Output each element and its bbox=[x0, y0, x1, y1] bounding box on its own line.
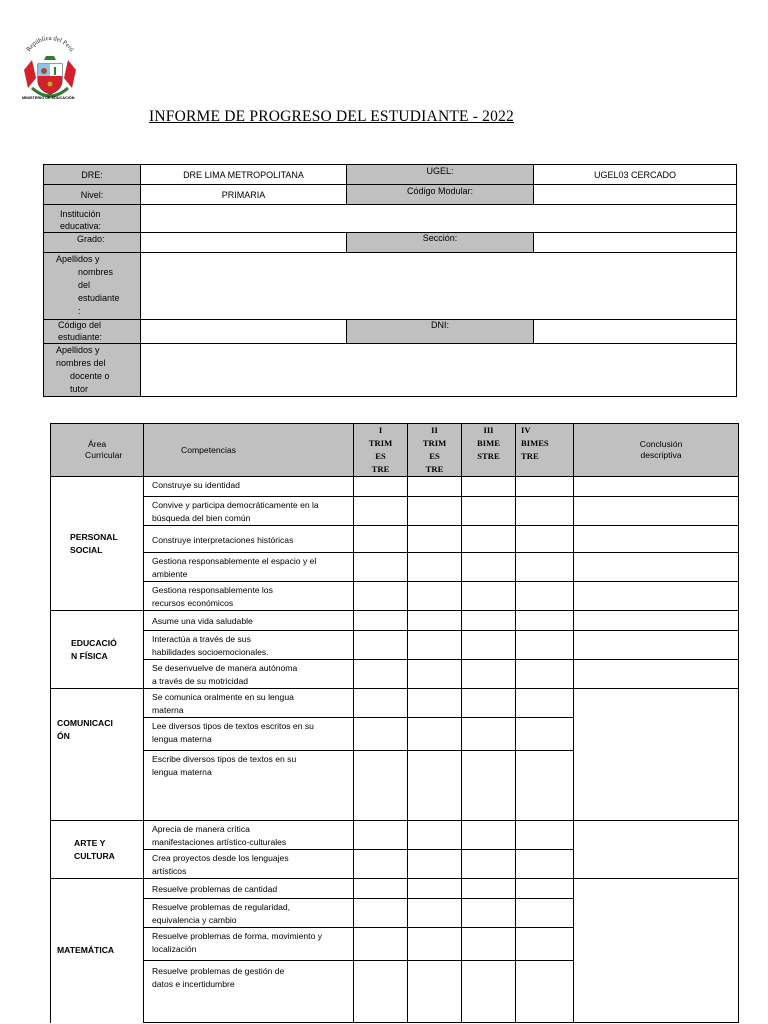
grade-cell[interactable] bbox=[462, 961, 516, 1023]
grade-cell[interactable] bbox=[354, 928, 408, 961]
docente-field[interactable] bbox=[141, 344, 737, 397]
competencia-line: ambiente bbox=[152, 569, 188, 579]
header-trimestre-1 bbox=[354, 424, 408, 477]
logo-caption: MINISTERIO DE EDUCACIÓN bbox=[22, 96, 75, 100]
competencia bbox=[144, 497, 354, 526]
header-line: TRIM bbox=[422, 438, 447, 448]
competencia-line: Convive y participa democráticamente en la bbox=[152, 500, 319, 510]
grade-cell[interactable] bbox=[516, 582, 574, 611]
competencia bbox=[144, 928, 354, 961]
competencia-line: Escribe diversos tipos de textos en su bbox=[152, 754, 297, 764]
seccion-label: Sección: bbox=[347, 233, 534, 253]
grade-cell[interactable] bbox=[354, 899, 408, 928]
header-bimestre-3 bbox=[462, 424, 516, 477]
competencia-line: habilidades socioemocionales. bbox=[152, 647, 269, 657]
competencia bbox=[144, 631, 354, 660]
codigo-estudiante-label bbox=[44, 320, 141, 344]
competencia-line: Crea proyectos desde los lenguajes bbox=[152, 853, 289, 863]
grado-label: Grado: bbox=[44, 233, 141, 253]
competencia-line: materna bbox=[152, 705, 184, 715]
header-line: II bbox=[431, 425, 438, 435]
peru-coat-of-arms-icon bbox=[18, 30, 82, 104]
competencia bbox=[144, 899, 354, 928]
area-name-line: ÓN bbox=[57, 731, 70, 741]
grade-cell[interactable] bbox=[516, 611, 574, 631]
grade-cell[interactable] bbox=[516, 928, 574, 961]
grade-cell[interactable] bbox=[408, 751, 462, 821]
grade-cell[interactable] bbox=[462, 718, 516, 751]
codigo-estudiante-label-line: estudiante: bbox=[58, 331, 103, 342]
competencia bbox=[144, 477, 354, 497]
competencia bbox=[144, 526, 354, 553]
competencia-line: Asume una vida saludable bbox=[152, 616, 253, 626]
competencia bbox=[144, 553, 354, 582]
header-line: III bbox=[483, 425, 494, 435]
area-name-line: SOCIAL bbox=[70, 544, 103, 555]
grade-cell[interactable] bbox=[462, 526, 516, 553]
grade-cell[interactable] bbox=[516, 899, 574, 928]
docente-label-line: nombres del bbox=[56, 358, 106, 368]
competencia bbox=[144, 611, 354, 631]
competencia-line: Resuelve problemas de gestión de bbox=[152, 966, 285, 976]
grade-cell[interactable] bbox=[354, 850, 408, 879]
header-line: STRE bbox=[477, 451, 500, 461]
competencia bbox=[144, 751, 354, 821]
header-competencias: Competencias bbox=[144, 424, 354, 477]
conclusion-cell[interactable] bbox=[574, 477, 739, 497]
header-conclusion bbox=[574, 424, 739, 477]
competencia-line: datos e incertidumbre bbox=[152, 979, 235, 989]
competencia-line: Construye su identidad bbox=[152, 480, 240, 490]
grade-cell[interactable] bbox=[462, 879, 516, 899]
svg-text:República del Perú: República del Perú bbox=[25, 34, 75, 53]
header-area-line: Curricular bbox=[85, 450, 123, 460]
grade-cell[interactable] bbox=[516, 718, 574, 751]
grado-field[interactable] bbox=[141, 233, 347, 253]
header-line: TRIM bbox=[368, 438, 393, 448]
header-line: Conclusión bbox=[639, 439, 683, 449]
grade-cell[interactable] bbox=[516, 961, 574, 1023]
area-name-line: CULTURA bbox=[74, 850, 115, 861]
grade-cell[interactable] bbox=[408, 497, 462, 526]
area-name-line: EDUCACIÓ bbox=[71, 637, 117, 648]
docente-label bbox=[44, 344, 141, 397]
dni-label: DNI: bbox=[347, 320, 534, 344]
grade-cell[interactable] bbox=[516, 660, 574, 689]
grade-cell[interactable] bbox=[408, 718, 462, 751]
competencia bbox=[144, 961, 354, 1023]
competencia-line: Interactúa a través de sus bbox=[152, 634, 251, 644]
estudiante-label-line: : bbox=[78, 306, 81, 316]
conclusion-cell[interactable] bbox=[574, 553, 739, 582]
grade-cell[interactable] bbox=[462, 689, 516, 718]
competencia-line: Resuelve problemas de regularidad, bbox=[152, 902, 291, 912]
docente-label-line: docente o bbox=[70, 371, 110, 381]
dni-field[interactable] bbox=[534, 320, 737, 344]
grade-cell[interactable] bbox=[354, 497, 408, 526]
grade-cell[interactable] bbox=[462, 631, 516, 660]
grade-cell[interactable] bbox=[354, 689, 408, 718]
grade-cell[interactable] bbox=[516, 631, 574, 660]
header-line: BIMES bbox=[521, 438, 549, 448]
header-trimestre-2 bbox=[408, 424, 462, 477]
conclusion-cell[interactable] bbox=[574, 497, 739, 526]
conclusion-cell[interactable] bbox=[574, 821, 739, 879]
competencia bbox=[144, 660, 354, 689]
student-info-table bbox=[43, 164, 737, 397]
grade-cell[interactable] bbox=[462, 497, 516, 526]
estudiante-label bbox=[44, 253, 141, 320]
codigo-modular-label: Código Modular: bbox=[347, 185, 534, 205]
header-bimestre-4 bbox=[516, 424, 574, 477]
competencia-line: Lee diversos tipos de textos escritos en su bbox=[152, 721, 314, 731]
docente-label-line: tutor bbox=[70, 384, 89, 394]
competencia-line: Aprecia de manera crítica bbox=[152, 824, 250, 834]
grades-table bbox=[50, 423, 739, 1023]
grade-cell[interactable] bbox=[516, 526, 574, 553]
estudiante-label-line: del bbox=[78, 280, 91, 290]
grade-cell[interactable] bbox=[354, 611, 408, 631]
institucion-label bbox=[44, 205, 141, 233]
grade-cell[interactable] bbox=[354, 526, 408, 553]
header-line: I bbox=[378, 425, 383, 435]
competencia-line: Se comunica oralmente en su lengua bbox=[152, 692, 294, 702]
header-line: ES bbox=[375, 451, 386, 461]
grade-cell[interactable] bbox=[408, 850, 462, 879]
competencia-line: lengua materna bbox=[152, 734, 212, 744]
grade-cell[interactable] bbox=[354, 553, 408, 582]
estudiante-field[interactable] bbox=[141, 253, 737, 320]
dre-value: DRE LIMA METROPOLITANA bbox=[141, 165, 347, 185]
competencia-line: equivalencia y cambio bbox=[152, 915, 237, 925]
grade-cell[interactable] bbox=[516, 879, 574, 899]
docente-label-line: Apellidos y bbox=[56, 345, 100, 355]
grade-cell[interactable] bbox=[408, 899, 462, 928]
grade-cell[interactable] bbox=[354, 631, 408, 660]
grade-cell[interactable] bbox=[462, 477, 516, 497]
grade-cell[interactable] bbox=[408, 660, 462, 689]
header-line: BIME bbox=[477, 438, 500, 448]
grade-cell[interactable] bbox=[354, 582, 408, 611]
grade-cell[interactable] bbox=[462, 553, 516, 582]
header-line: TRE bbox=[521, 451, 539, 461]
conclusion-cell[interactable] bbox=[574, 526, 739, 553]
competencia-line: artísticos bbox=[152, 866, 187, 876]
grade-cell[interactable] bbox=[516, 689, 574, 718]
competencia bbox=[144, 582, 354, 611]
header-line: descriptiva bbox=[640, 450, 682, 460]
grade-cell[interactable] bbox=[354, 718, 408, 751]
area-matematica bbox=[51, 879, 144, 1023]
competencia-line: localización bbox=[152, 944, 197, 954]
area-educacion-fisica bbox=[51, 611, 144, 689]
ugel-value: UGEL03 CERCADO bbox=[534, 165, 737, 185]
header-area-line: Área bbox=[88, 439, 107, 449]
conclusion-cell[interactable] bbox=[574, 660, 739, 689]
grade-cell[interactable] bbox=[462, 660, 516, 689]
grade-cell[interactable] bbox=[516, 497, 574, 526]
area-name-line: COMUNICACI bbox=[57, 718, 113, 728]
grade-cell[interactable] bbox=[516, 850, 574, 879]
grade-cell[interactable] bbox=[408, 582, 462, 611]
grade-cell[interactable] bbox=[462, 611, 516, 631]
grade-cell[interactable] bbox=[408, 631, 462, 660]
competencia-line: lengua materna bbox=[152, 767, 212, 777]
header-line: TRE bbox=[371, 464, 390, 474]
competencia-line: Construye interpretaciones históricas bbox=[152, 534, 294, 545]
grade-cell[interactable] bbox=[462, 850, 516, 879]
grade-cell[interactable] bbox=[408, 553, 462, 582]
grade-cell[interactable] bbox=[354, 821, 408, 850]
grade-cell[interactable] bbox=[408, 689, 462, 718]
grade-cell[interactable] bbox=[516, 553, 574, 582]
competencia-line: Gestiona responsablemente los bbox=[152, 585, 273, 595]
area-personal-social bbox=[51, 477, 144, 611]
conclusion-cell[interactable] bbox=[574, 689, 739, 821]
conclusion-cell[interactable] bbox=[574, 611, 739, 631]
competencia-line: Resuelve problemas de cantidad bbox=[152, 884, 278, 894]
competencia-line: manifestaciones artístico-culturales bbox=[152, 837, 287, 847]
area-arte-cultura bbox=[51, 821, 144, 879]
competencia-line: Gestiona responsablemente el espacio y el bbox=[152, 556, 317, 566]
seccion-field[interactable] bbox=[534, 233, 737, 253]
grade-cell[interactable] bbox=[354, 879, 408, 899]
grade-cell[interactable] bbox=[408, 821, 462, 850]
grade-cell[interactable] bbox=[354, 660, 408, 689]
grade-cell[interactable] bbox=[462, 899, 516, 928]
competencia-line: recursos económicos bbox=[152, 598, 234, 608]
grade-cell[interactable] bbox=[408, 928, 462, 961]
area-name-line: PERSONAL bbox=[70, 531, 118, 542]
estudiante-label-line: nombres bbox=[78, 267, 114, 277]
area-name-line: N FÍSICA bbox=[71, 650, 108, 661]
grade-cell[interactable] bbox=[408, 961, 462, 1023]
page-title: INFORME DE PROGRESO DEL ESTUDIANTE - 2022 bbox=[149, 108, 514, 125]
competencia bbox=[144, 689, 354, 718]
grade-cell[interactable] bbox=[354, 961, 408, 1023]
grade-cell[interactable] bbox=[516, 751, 574, 821]
grade-cell[interactable] bbox=[516, 821, 574, 850]
competencia-line: Se desenvuelve de manera autónoma bbox=[152, 663, 298, 673]
area-name-line: MATEMÁTICA bbox=[57, 945, 115, 956]
grade-cell[interactable] bbox=[462, 821, 516, 850]
competencia bbox=[144, 879, 354, 899]
grade-cell[interactable] bbox=[408, 611, 462, 631]
nivel-value: PRIMARIA bbox=[141, 185, 347, 205]
competencia bbox=[144, 850, 354, 879]
grade-cell[interactable] bbox=[408, 879, 462, 899]
grade-cell[interactable] bbox=[462, 582, 516, 611]
conclusion-cell[interactable] bbox=[574, 631, 739, 660]
codigo-estudiante-label-line: Código del bbox=[58, 320, 102, 330]
header-area bbox=[51, 424, 144, 477]
codigo-estudiante-field[interactable] bbox=[141, 320, 347, 344]
grade-cell[interactable] bbox=[408, 526, 462, 553]
conclusion-cell[interactable] bbox=[574, 879, 739, 1023]
nivel-label: Nivel: bbox=[44, 185, 141, 205]
grade-cell[interactable] bbox=[462, 928, 516, 961]
header-line: ES bbox=[429, 451, 440, 461]
header-line: IV bbox=[521, 425, 531, 435]
area-comunicacion bbox=[51, 689, 144, 821]
estudiante-label-line: Apellidos y bbox=[56, 254, 100, 264]
grade-cell[interactable] bbox=[462, 751, 516, 821]
dre-label: DRE: bbox=[44, 165, 141, 185]
competencia bbox=[144, 718, 354, 751]
competencia-line: Resuelve problemas de forma, movimiento y bbox=[152, 931, 323, 941]
grade-cell[interactable] bbox=[354, 751, 408, 821]
conclusion-cell[interactable] bbox=[574, 582, 739, 611]
competencia-line: a través de su motricidad bbox=[152, 676, 249, 686]
grade-cell[interactable] bbox=[408, 477, 462, 497]
header-line: TRE bbox=[425, 464, 444, 474]
institucion-field[interactable] bbox=[141, 205, 737, 233]
institucion-label-line: educativa: bbox=[60, 221, 102, 231]
grade-cell[interactable] bbox=[516, 477, 574, 497]
area-name-line: ARTE Y bbox=[74, 837, 106, 848]
competencia-line: búsqueda del bien común bbox=[152, 513, 251, 523]
codigo-modular-field[interactable] bbox=[534, 185, 737, 205]
grade-cell[interactable] bbox=[354, 477, 408, 497]
competencia bbox=[144, 821, 354, 850]
estudiante-label-line: estudiante bbox=[78, 293, 120, 303]
institucion-label-line: Institución bbox=[60, 209, 101, 219]
ugel-label: UGEL: bbox=[347, 165, 534, 185]
